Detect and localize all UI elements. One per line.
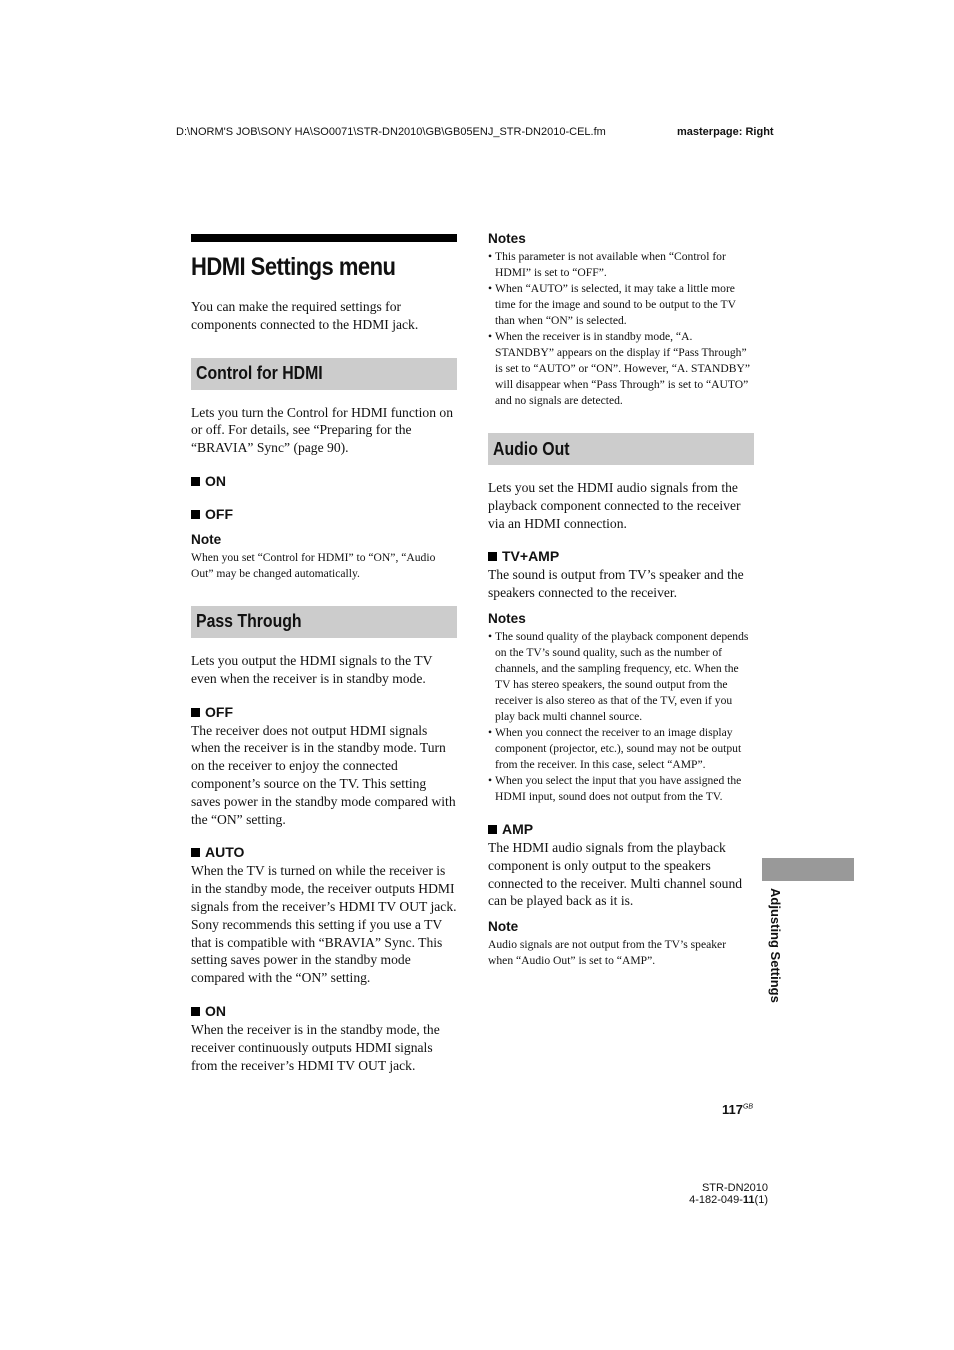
pass-description: Lets you output the HDMI signals to the TV even when the receiver is in standby mode. — [191, 652, 433, 686]
page-number-value: 117 — [722, 1102, 743, 1117]
page-title: HDMI Settings menu — [191, 253, 396, 281]
option-description: The HDMI audio signals from the playback component is only output to the speakers connected to the receiver. Multi channel sound can be played back as it is. — [488, 839, 743, 909]
section-control-for-hdmi — [191, 358, 457, 390]
option-label: ON — [205, 472, 226, 489]
square-bullet-icon — [488, 825, 497, 834]
option-description: When the TV is turned on while the receiver is in the standby mode, the receiver outputs HDMI signals from the receiver’s HDMI TV OUT jack. Sony recommends this setting if you use a TV that is compatible with “BRAVIA” Sync. This setting saves power in the standby mode compared with the “ON” setting. — [191, 863, 457, 986]
square-bullet-icon — [191, 1007, 200, 1016]
option-on — [191, 473, 457, 490]
audio-notes-list — [488, 629, 754, 805]
option-amp — [488, 821, 754, 838]
section-pass-through — [191, 606, 457, 638]
right-column — [488, 230, 754, 969]
option-label: ON — [205, 1002, 226, 1019]
note-text: When you set “Control for HDMI” to “ON”, “Audio Out” may be changed automatically. — [191, 550, 436, 580]
footer-model: STR-DN2010 — [701, 1182, 768, 1194]
list-item: • The sound quality of the playback component depends on the TV’s sound quality, such as the number of channels, and the sampling frequency, etc. When the TV has stereo speakers, the sound output from the receiver is also stereo as that of the TV, even if you play back multi channel source. — [488, 629, 754, 725]
footer-code-prefix: 4-182-049- — [689, 1194, 743, 1206]
note-text: Audio signals are not output from the TV’s speaker when “Audio Out” is set to “AMP”. — [488, 938, 727, 968]
footer-code-suffix: (1) — [754, 1194, 768, 1206]
option-off — [191, 506, 457, 523]
note-heading: Note — [191, 531, 222, 547]
square-bullet-icon — [191, 848, 200, 857]
footer-code — [686, 1194, 768, 1206]
list-item: • When you connect the receiver to an image display component (projector, etc.), sound may not be output from the receiver. In this case, select “AMP”. — [488, 725, 754, 773]
option-label: TV+AMP — [502, 548, 560, 565]
option-label: OFF — [205, 505, 233, 522]
chapter-tab — [762, 858, 854, 881]
header-masterpage: masterpage: Right — [677, 126, 774, 138]
section-heading: Pass Through — [196, 611, 302, 632]
header-file-path: D:\NORM'S JOB\SONY HA\SO0071\STR-DN2010\GB\GB05ENJ_STR-DN2010-CEL.fm — [176, 126, 606, 138]
square-bullet-icon — [191, 510, 200, 519]
list-item: • When the receiver is in standby mode, “A. STANDBY” appears on the display if “Pass Through” is set to “AUTO” or “ON”. However, “A. STANDBY” will disappear when “Pass Through” is set to “AUTO” and no signals are detected. — [488, 329, 754, 409]
option-label: AMP — [502, 820, 534, 837]
option-on — [191, 1003, 457, 1020]
option-label: OFF — [205, 703, 233, 720]
option-tv-amp — [488, 548, 754, 565]
square-bullet-icon — [488, 552, 497, 561]
notes-heading: Notes — [488, 610, 526, 626]
page-number — [722, 1102, 753, 1117]
left-column — [191, 234, 457, 1074]
control-description: Lets you turn the Control for HDMI function on or off. For details, see “Preparing for the “BRAVIA” Sync” (page 90). — [191, 404, 454, 456]
option-description: The sound is output from TV’s speaker and the speakers connected to the receiver. — [488, 567, 744, 601]
option-auto — [191, 844, 457, 861]
section-heading: Audio Out — [493, 438, 570, 459]
chapter-label — [768, 888, 788, 1028]
footer-model-info — [686, 1182, 768, 1206]
option-off — [191, 704, 457, 721]
square-bullet-icon — [191, 477, 200, 486]
title-rule — [191, 234, 457, 242]
notes-heading: Notes — [488, 231, 526, 246]
pass-notes-list — [488, 249, 754, 409]
list-item: • This parameter is not available when “Control for HDMI” is set to “OFF”. — [488, 249, 754, 281]
section-audio-out — [488, 433, 754, 465]
page-number-suffix: GB — [742, 1103, 754, 1111]
audio-description: Lets you set the HDMI audio signals from the playback component connected to the receiver via an HDMI connection. — [488, 480, 741, 531]
chapter-label-text: Adjusting Settings — [768, 888, 783, 1003]
intro-text: You can make the required settings for components connected to the HDMI jack. — [191, 299, 419, 332]
list-item: • When you select the input that you have assigned the HDMI input, sound does not output from the TV. — [488, 773, 754, 805]
option-description: The receiver does not output HDMI signals when the receiver is in the standby mode. Turn on the receiver to enjoy the connected component’s source on the TV. This setting saves power in the standby mode compared with the “ON” setting. — [191, 722, 456, 827]
section-heading: Control for HDMI — [196, 363, 323, 384]
square-bullet-icon — [191, 708, 200, 717]
note-heading: Note — [488, 919, 519, 935]
list-item: • When “AUTO” is selected, it may take a little more time for the image and sound to be output to the TV than when “ON” is selected. — [488, 281, 754, 329]
option-label: AUTO — [205, 844, 245, 861]
footer-code-bold: 11 — [742, 1194, 755, 1206]
option-description: When the receiver is in the standby mode, the receiver continuously outputs HDMI signals from the receiver’s HDMI TV OUT jack. — [191, 1021, 440, 1073]
